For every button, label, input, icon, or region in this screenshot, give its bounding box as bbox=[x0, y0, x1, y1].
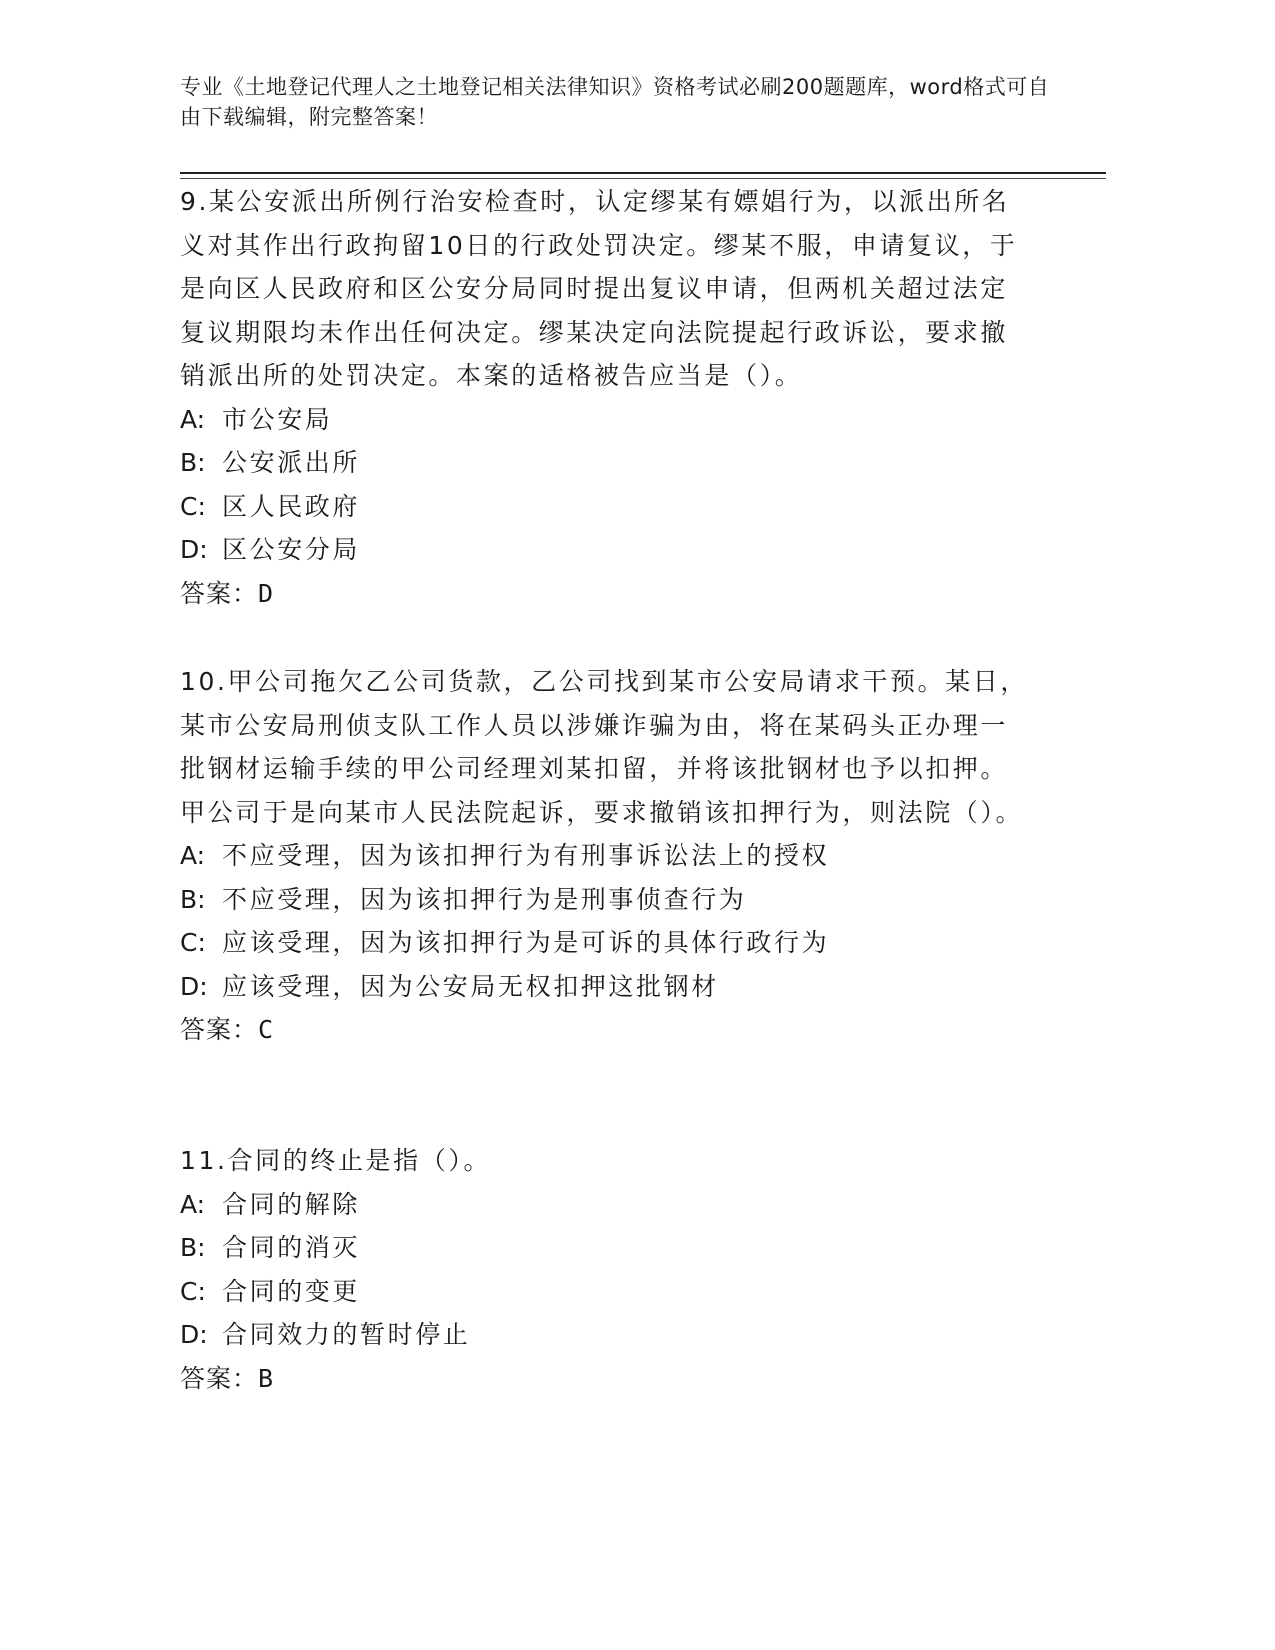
option-text: 应该受理，因为该扣押行为是可诉的具体行政行为 bbox=[222, 928, 830, 957]
option-text: 区人民政府 bbox=[222, 491, 361, 521]
option-key: C: bbox=[180, 1276, 206, 1306]
option-d bbox=[180, 528, 1030, 572]
option-text: 公安派出所 bbox=[222, 448, 361, 477]
option-a bbox=[180, 834, 1030, 878]
answer-value: C bbox=[258, 1015, 275, 1044]
option-key: D: bbox=[180, 535, 208, 564]
answer-line bbox=[180, 1357, 1030, 1401]
answer-line bbox=[180, 1008, 1030, 1052]
option-a bbox=[180, 398, 1030, 442]
option-key: A: bbox=[180, 404, 206, 434]
question-stem: 9.某公安派出所例行治安检查时，认定缪某有嫖娼行为，以派出所名义对其作出行政拘留10日的行政处罚决定。缪某不服，申请复议，于是向区人民政府和区公安分局同时提出复议申请，但两机关超过法定复议期限均未作出任何决定。缪某决定向法院提起行政诉讼，要求撤销派出所的处罚决定。本案的适格被告应当是（）。 bbox=[180, 187, 1018, 390]
option-key: B: bbox=[180, 884, 206, 914]
option-text: 应该受理，因为公安局无权扣押这批钢材 bbox=[222, 971, 719, 1001]
option-text: 合同的变更 bbox=[222, 1276, 361, 1306]
answer-label: 答案： bbox=[180, 578, 259, 608]
option-key: D: bbox=[180, 971, 208, 1001]
question-stem: 11.合同的终止是指（）。 bbox=[180, 1146, 492, 1175]
header-divider-thin bbox=[180, 178, 1106, 179]
question-10 bbox=[180, 660, 1030, 1052]
option-key: A: bbox=[180, 1189, 206, 1219]
option-key: B: bbox=[180, 1233, 206, 1262]
option-d bbox=[180, 965, 1030, 1009]
answer-label: 答案： bbox=[180, 1363, 259, 1393]
option-b bbox=[180, 441, 1030, 485]
header-divider-thick bbox=[180, 172, 1106, 174]
option-text: 合同的消灭 bbox=[222, 1233, 361, 1262]
option-d bbox=[180, 1313, 1030, 1357]
option-key: C: bbox=[180, 491, 206, 521]
option-c bbox=[180, 1270, 1030, 1314]
option-key: B: bbox=[180, 448, 206, 477]
option-c bbox=[180, 485, 1030, 529]
option-key: A: bbox=[180, 841, 206, 870]
option-text: 市公安局 bbox=[222, 404, 333, 434]
answer-label: 答案： bbox=[180, 1015, 259, 1044]
answer-value: D bbox=[258, 578, 275, 608]
option-text: 不应受理，因为该扣押行为有刑事诉讼法上的授权 bbox=[222, 841, 830, 870]
option-a bbox=[180, 1183, 1030, 1227]
option-key: C: bbox=[180, 928, 206, 957]
answer-line bbox=[180, 572, 1030, 616]
option-text: 合同的解除 bbox=[222, 1189, 361, 1219]
question-stem: 10.甲公司拖欠乙公司货款，乙公司找到某市公安局请求干预。某日，某市公安局刑侦支队工作人员以涉嫌诈骗为由，将在某码头正办理一批钢材运输手续的甲公司经理刘某扣留，并将该批钢材也予以扣押。甲公司于是向某市人民法院起诉，要求撤销该扣押行为，则法院（）。 bbox=[180, 667, 1028, 827]
option-b bbox=[180, 1226, 1030, 1270]
option-c bbox=[180, 921, 1030, 965]
document-header: 专业《土地登记代理人之土地登记相关法律知识》资格考试必刷200题题库，word格式可自由下载编辑，附完整答案！ bbox=[180, 75, 1050, 129]
option-text: 合同效力的暂时停止 bbox=[222, 1320, 471, 1349]
option-b bbox=[180, 878, 1030, 922]
option-key: D: bbox=[180, 1320, 208, 1349]
question-11 bbox=[180, 1139, 1030, 1400]
question-9 bbox=[180, 180, 1030, 615]
answer-value: B bbox=[258, 1363, 275, 1393]
option-text: 区公安分局 bbox=[222, 535, 361, 564]
option-text: 不应受理，因为该扣押行为是刑事侦查行为 bbox=[222, 884, 747, 914]
